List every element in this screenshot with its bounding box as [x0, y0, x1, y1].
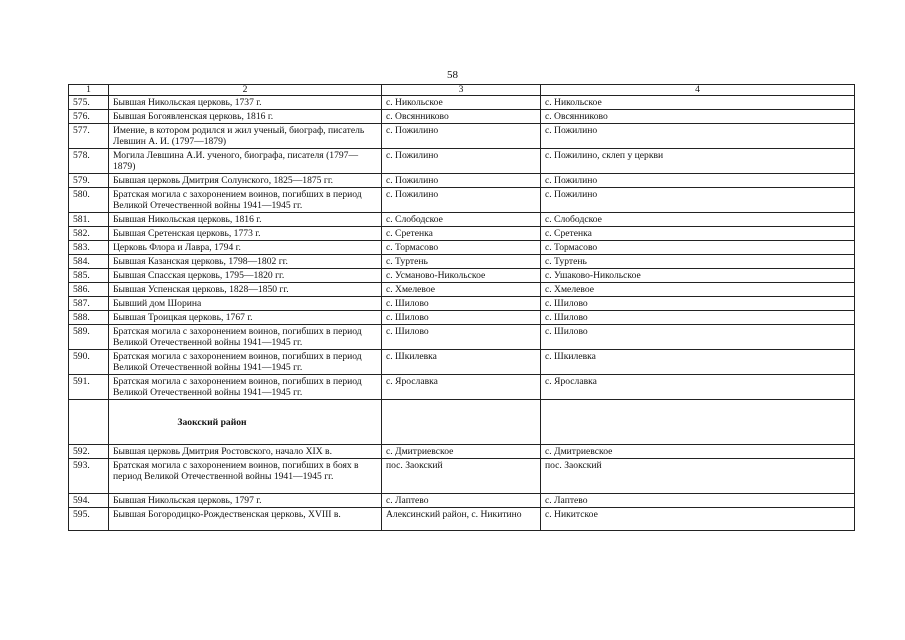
- monument-name: Церковь Флора и Лавра, 1794 г.: [109, 241, 382, 255]
- location: пос. Заокский: [382, 459, 541, 494]
- table-row: [69, 269, 855, 283]
- current-location: с. Тормасово: [541, 241, 855, 255]
- location: с. Усманово-Никольское: [382, 269, 541, 283]
- current-location: с. Туртень: [541, 255, 855, 269]
- row-number: 591.: [69, 375, 109, 400]
- row-number: 577.: [69, 124, 109, 149]
- section-empty-cell: [541, 400, 855, 445]
- row-number: 590.: [69, 350, 109, 375]
- monument-name: Бывшая Никольская церковь, 1816 г.: [109, 213, 382, 227]
- current-location: с. Шилово: [541, 311, 855, 325]
- header-col-1: 1: [69, 85, 109, 96]
- table-row: [69, 124, 855, 149]
- table-row: [69, 297, 855, 311]
- location: с. Ярославка: [382, 375, 541, 400]
- table-row: [69, 241, 855, 255]
- row-number: 587.: [69, 297, 109, 311]
- row-number: 579.: [69, 174, 109, 188]
- location: с. Тормасово: [382, 241, 541, 255]
- monument-name: Бывшая церковь Дмитрия Солунского, 1825—1875 гг.: [109, 174, 382, 188]
- current-location: с. Хмелевое: [541, 283, 855, 297]
- table-row: [69, 227, 855, 241]
- monument-name: Братская могила с захоронением воинов, погибших в период Великой Отечественной войны 1941—1945 гг.: [109, 188, 382, 213]
- row-number: 576.: [69, 110, 109, 124]
- row-number: 585.: [69, 269, 109, 283]
- table-row: [69, 174, 855, 188]
- current-location: с. Никольское: [541, 96, 855, 110]
- row-number: 584.: [69, 255, 109, 269]
- monuments-table: [68, 84, 855, 531]
- monument-name: Бывшая Казанская церковь, 1798—1802 гг.: [109, 255, 382, 269]
- location: с. Сретенка: [382, 227, 541, 241]
- table-row: [69, 283, 855, 297]
- table-row: [69, 213, 855, 227]
- monument-name: Бывшая Успенская церковь, 1828—1850 гг.: [109, 283, 382, 297]
- location: с. Шилово: [382, 297, 541, 311]
- current-location: пос. Заокский: [541, 459, 855, 494]
- row-number: 594.: [69, 494, 109, 508]
- monument-name: Братская могила с захоронением воинов, погибших в боях в период Великой Отечественной войны 1941—1945 гг.: [109, 459, 382, 494]
- location: с. Пожилино: [382, 149, 541, 174]
- row-number: 593.: [69, 459, 109, 494]
- monument-name: Имение, в котором родился и жил ученый, биограф, писатель Левшин А. И. (1797—1879): [109, 124, 382, 149]
- row-number: 586.: [69, 283, 109, 297]
- current-location: с. Сретенка: [541, 227, 855, 241]
- current-location: с. Шкилевка: [541, 350, 855, 375]
- location: с. Шилово: [382, 325, 541, 350]
- row-number: 592.: [69, 445, 109, 459]
- table-row: [69, 311, 855, 325]
- current-location: с. Ушаково-Никольское: [541, 269, 855, 283]
- section-empty-cell: [69, 400, 109, 445]
- table-row: [69, 508, 855, 531]
- monument-name: Бывший дом Шорина: [109, 297, 382, 311]
- monument-name: Бывшая Никольская церковь, 1737 г.: [109, 96, 382, 110]
- table-row: [69, 494, 855, 508]
- table-row: [69, 459, 855, 494]
- header-row: [69, 85, 855, 96]
- row-number: 575.: [69, 96, 109, 110]
- table-row: [69, 325, 855, 350]
- monument-name: Бывшая Троицкая церковь, 1767 г.: [109, 311, 382, 325]
- location: с. Пожилино: [382, 174, 541, 188]
- current-location: с. Пожилино: [541, 124, 855, 149]
- row-number: 588.: [69, 311, 109, 325]
- monument-name: Могила Левшина А.И. ученого, биографа, писателя (1797—1879): [109, 149, 382, 174]
- row-number: 580.: [69, 188, 109, 213]
- table-body: [69, 96, 855, 531]
- header-col-3: 3: [382, 85, 541, 96]
- location: с. Шилово: [382, 311, 541, 325]
- table-row: [69, 375, 855, 400]
- current-location: с. Никитское: [541, 508, 855, 531]
- table-row: [69, 255, 855, 269]
- monument-name: Бывшая Никольская церковь, 1797 г.: [109, 494, 382, 508]
- table-row: [69, 445, 855, 459]
- row-number: 578.: [69, 149, 109, 174]
- monument-name: Бывшая Богородицко-Рождественская церковь, XVIII в.: [109, 508, 382, 531]
- current-location: с. Овсянниково: [541, 110, 855, 124]
- monument-name: Братская могила с захоронением воинов, погибших в период Великой Отечественной войны 1941—1945 гг.: [109, 325, 382, 350]
- location: с. Слободское: [382, 213, 541, 227]
- location: Алексинский район, с. Никитино: [382, 508, 541, 531]
- location: с. Овсянниково: [382, 110, 541, 124]
- location: с. Пожилино: [382, 188, 541, 213]
- location: с. Дмитриевское: [382, 445, 541, 459]
- monument-name: Бывшая Спасская церковь, 1795—1820 гг.: [109, 269, 382, 283]
- current-location: с. Шилово: [541, 297, 855, 311]
- current-location: с. Дмитриевское: [541, 445, 855, 459]
- row-number: 582.: [69, 227, 109, 241]
- current-location: с. Пожилино: [541, 174, 855, 188]
- monument-name: Бывшая Сретенская церковь, 1773 г.: [109, 227, 382, 241]
- table-row: [69, 188, 855, 213]
- location: с. Шкилевка: [382, 350, 541, 375]
- location: с. Хмелевое: [382, 283, 541, 297]
- row-number: 581.: [69, 213, 109, 227]
- current-location: с. Шилово: [541, 325, 855, 350]
- table-row: [69, 350, 855, 375]
- monument-name: Бывшая Богоявленская церковь, 1816 г.: [109, 110, 382, 124]
- row-number: 589.: [69, 325, 109, 350]
- location: с. Никольское: [382, 96, 541, 110]
- section-empty-cell: [382, 400, 541, 445]
- monument-name: Братская могила с захоронением воинов, погибших в период Великой Отечественной войны 1941—1945 гг.: [109, 375, 382, 400]
- header-col-2: 2: [109, 85, 382, 96]
- row-number: 583.: [69, 241, 109, 255]
- page-number: 58: [447, 69, 458, 81]
- header-col-4: 4: [541, 85, 855, 96]
- current-location: с. Пожилино: [541, 188, 855, 213]
- location: с. Лаптево: [382, 494, 541, 508]
- current-location: с. Пожилино, склеп у церкви: [541, 149, 855, 174]
- current-location: с. Ярославка: [541, 375, 855, 400]
- table-row: [69, 110, 855, 124]
- monument-name: Братская могила с захоронением воинов, погибших в период Великой Отечественной войны 1941—1945 гг.: [109, 350, 382, 375]
- current-location: с. Слободское: [541, 213, 855, 227]
- current-location: с. Лаптево: [541, 494, 855, 508]
- location: с. Пожилино: [382, 124, 541, 149]
- table-row: [69, 96, 855, 110]
- section-row: [69, 400, 855, 445]
- section-title: Заокский район: [109, 400, 382, 445]
- location: с. Туртень: [382, 255, 541, 269]
- row-number: 595.: [69, 508, 109, 531]
- monument-name: Бывшая церковь Дмитрия Ростовского, начало XIX в.: [109, 445, 382, 459]
- table-row: [69, 149, 855, 174]
